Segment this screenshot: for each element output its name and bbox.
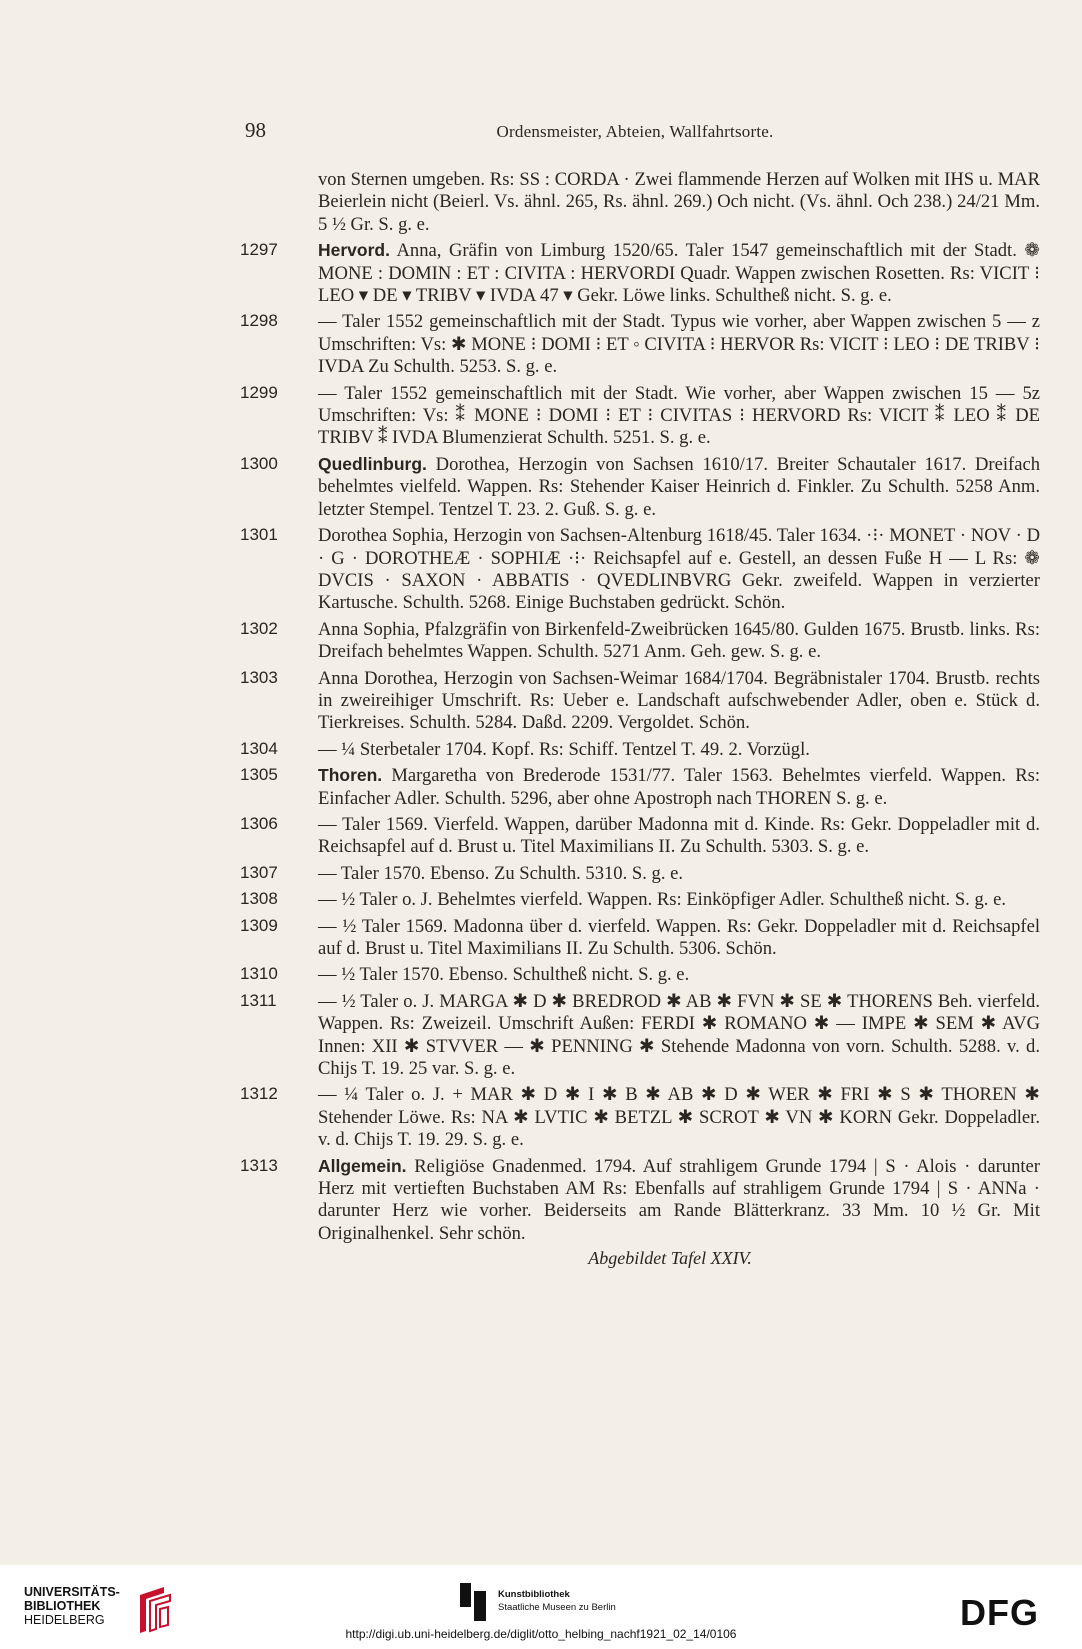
entry-number: 1311 [240,990,277,1010]
entry-body: — ½ Taler 1569. Madonna über d. vierfeld. Wappen. Rs: Gekr. Doppeladler mit d. Reichsapfel auf d. Brust u. Titel Maximilians II. Zu Schulth. 5306. Schön. [318,915,1040,959]
entry-body: Margaretha von Brederode 1531/77. Taler 1563. Behelmtes vierfeld. Wappen. Rs: Einfacher Adler. Schulth. 5296, aber ohne Apostroph nach THOREN S. g. e. [318,765,1040,809]
catalog-entry [240,1083,1040,1151]
kunstbibliothek-name [498,1588,616,1614]
catalog-entries [240,168,1040,1269]
uni-line-2: BIBLIOTHEK [24,1599,101,1613]
entry-body: Religiöse Gnadenmed. 1794. Auf strahligem Grunde 1794 | S · Alois · darunter Herz mit vertieften Buchstaben AM Rs: Ebenfalls auf strahligem Grunde 1794 | S · ANNa · darunter Herz wie vorher. Beiderseits am Rande Blätterkranz. 33 Mm. 10 ½ Gr. Mit Originalhenkel. Sehr schön. [318,1155,1041,1244]
catalog-entry [240,524,1040,615]
catalog-entry [240,168,1040,236]
entry-number: 1308 [240,889,278,909]
kb-line-1: Kunstbibliothek [498,1589,570,1600]
entry-number: 1302 [240,618,278,638]
entry-text [318,915,1040,961]
entry-text [318,963,1040,986]
entry-body: Dorothea Sophia, Herzogin von Sachsen-Altenburg 1618/45. Taler 1634. ·⁝· MONET · NOV · D · G · DOROTHEÆ · SOPHIÆ ·⁝· Reichsapfel auf e. Gestell, an dessen Fuße H — L Rs: ❁ DVCIS · SAXON · ABBATIS · QVEDLINBVRG Gekr. zweifeld. Wappen in verzierter Kartusche. Schulth. 5268. Einige Buchstaben gedrückt. Schön. [318,525,1040,614]
entry-text [318,618,1040,664]
catalog-entry [240,382,1040,450]
catalog-entry [240,862,1040,885]
catalog-entry [240,239,1040,307]
entry-text [318,813,1040,859]
catalog-entry [240,310,1040,378]
entry-body: Anna Dorothea, Herzogin von Sachsen-Weimar 1684/1704. Begräbnistaler 1704. Brustb. rechts in zweireihiger Umschrift. Rs: Ueber e. Landschaft aufschwebender Adler, oben e. Stück d. Tierkreises. Schulth. 5284. Daßd. 2209. Vergoldet. Schön. [318,667,1040,734]
university-library-name [24,1585,120,1627]
entry-heading: Hervord. [318,240,390,261]
entry-heading: Thoren. [318,765,383,786]
entry-text [318,764,1040,810]
entry-text [318,524,1040,615]
catalog-entry [240,738,1040,761]
kb-line-2: Staatliche Museen zu Berlin [498,1602,616,1613]
entry-text [318,738,1040,761]
catalog-entry [240,915,1040,961]
entry-number: 1299 [240,382,278,402]
entry-number: 1304 [240,738,278,758]
entry-body: — Taler 1552 gemeinschaftlich mit der Stadt. Typus wie vorher, aber Wappen zwischen 5 — z Umschriften: Vs: ✱ MONE ⁝ DOMI ⁝ ET ◦ CIVITA ⁝ HERVOR Rs: VICIT ⁝ LEO ⁝ DE TRIBV ⁝ IVDA Zu Schulth. 5253. S. g. e. [318,311,1040,378]
entry-body: von Sternen umgeben. Rs: SS : CORDA · Zwei flammende Herzen auf Wolken mit IHS u. MAR Beierlein nicht (Beierl. Vs. ähnl. 265, Rs. ähnl. 269.) Och nicht. (Vs. ähnl. Och 238.) 24/21 Mm. 5 ½ Gr. S. g. e. [318,169,1040,235]
entry-text [318,453,1040,521]
entry-body: — ½ Taler 1570. Ebenso. Schultheß nicht. S. g. e. [318,964,690,986]
entry-number: 1305 [240,765,278,785]
entry-text [318,888,1040,911]
entry-body: Anna Sophia, Pfalzgräfin von Birkenfeld-Zweibrücken 1645/80. Gulden 1675. Brustb. links. Rs: Dreifach behelmtes Wappen. Schulth. 5271 Anm. Geh. gew. S. g. e. [318,618,1040,663]
dfg-logo-text: DFG [960,1593,1039,1631]
entry-body: — Taler 1552 gemeinschaftlich mit der Stadt. Wie vorher, aber Wappen zwischen 15 — 5z Umschriften: Vs: ⁑ MONE ⁝ DOMI ⁝ ET ⁝ CIVITAS ⁝ HERVORD Rs: VICIT ⁑ LEO ⁑ DE TRIBV ⁑ IVDA Blumenzierat Schulth. 5251. S. g. e. [318,382,1040,449]
catalog-entry [240,618,1040,664]
entry-number: 1303 [240,667,278,687]
entry-heading: Allgemein. [318,1155,407,1176]
source-url-link[interactable]: http://digi.ub.uni-heidelberg.de/diglit/otto_helbing_nachf1921_02_14/0106 [345,1627,737,1641]
entry-text [318,168,1040,236]
catalog-entry [240,453,1040,521]
entry-number: 1307 [240,862,278,882]
entry-number: 1309 [240,915,278,935]
entry-number: 1300 [240,453,278,473]
kunstbibliothek-logo[interactable] [460,1583,720,1623]
entry-number: 1306 [240,813,278,833]
page-number: 98 [245,118,266,142]
entry-text [318,862,1040,885]
entry-body: — ½ Taler o. J. Behelmtes vierfeld. Wappen. Rs: Einköpfiger Adler. Schultheß nicht. S. g. e. [318,889,1006,911]
entry-number: 1301 [240,525,278,545]
footer-bar [0,1565,1082,1649]
catalog-entry [240,764,1040,810]
entry-body: Anna, Gräfin von Limburg 1520/65. Taler 1547 gemeinschaftlich mit der Stadt. ❁ MONE : DOMIN : ET : CIVITA : HERVORDI Quadr. Wappen zwischen Rosetten. Rs: VICIT ⁝ LEO ▾ DE ▾ TRIBV ▾ IVDA 47 ▾ Gekr. Löwe links. Schultheß nicht. S. g. e. [318,240,1040,307]
entry-text [318,382,1040,450]
entry-number: 1310 [240,964,278,984]
entry-body: Dorothea, Herzogin von Sachsen 1610/17. Breiter Schautaler 1617. Dreifach behelmtes vielfeld. Wappen. Rs: Stehender Kaiser Heinrich d. Finkler. Zu Schulth. 5258 Anm. letzter Stempel. Tentzel T. 23. 2. Guß. S. g. e. [318,453,1040,520]
entry-text [318,1155,1040,1246]
entry-body: — ¼ Taler o. J. + MAR ✱ D ✱ I ✱ B ✱ AB ✱ D ✱ WER ✱ FRI ✱ S ✱ THOREN ✱ Stehender Löwe. Rs: NA ✱ LVTIC ✱ BETZL ✱ SCROT ✱ VN ✱ KORN Gekr. Doppeladler. v. d. Chijs T. 19. 29. S. g. e. [318,1084,1040,1151]
plate-caption: Abgebildet Tafel XXIV. [588,1248,752,1269]
dfg-logo[interactable] [960,1593,1060,1631]
entry-text [318,1083,1040,1151]
running-title: Ordensmeister, Abteien, Wallfahrtsorte. [496,122,774,141]
entry-text [318,239,1040,307]
catalog-entry [240,1155,1040,1246]
catalog-entry [240,963,1040,986]
entry-body: — ½ Taler o. J. MARGA ✱ D ✱ BREDROD ✱ AB ✱ FVN ✱ SE ✱ THORENS Beh. vierfeld. Wappen. Rs: Zweizeil. Umschrift Außen: FERDI ✱ ROMANO ✱ — IMPE ✱ SEM ✱ AVG Innen: XII ✱ STVVER — ✱ PENNING ✱ Stehende Madonna von vorn. Schulth. 5288. v. d. Chijs T. 19. 25 var. S. g. e. [318,990,1040,1080]
entry-number: 1313 [240,1155,278,1175]
catalog-entry [240,888,1040,911]
entry-text [318,310,1040,378]
catalog-entry [240,813,1040,859]
catalog-entry [240,990,1040,1081]
page-header [245,118,1025,148]
entry-body: — Taler 1570. Ebenso. Zu Schulth. 5310. S. g. e. [318,862,684,884]
entry-number: 1298 [240,311,278,331]
uni-line-3: HEIDELBERG [24,1613,105,1627]
entry-body: — ¼ Sterbetaler 1704. Kopf. Rs: Schiff. Tentzel T. 49. 2. Vorzügl. [318,738,810,760]
entry-number: 1297 [240,240,278,260]
entry-body: — Taler 1569. Vierfeld. Wappen, darüber Madonna mit d. Kinde. Rs: Gekr. Doppeladler mit d. Reichsapfel auf d. Brust u. Titel Maximilians II. Zu Schulth. 5303. S. g. e. [318,813,1040,858]
entry-heading: Quedlinburg. [318,453,427,474]
kunstbibliothek-mark-icon [460,1583,486,1621]
entry-number: 1312 [240,1084,278,1104]
entry-text [318,990,1040,1081]
catalog-entry [240,667,1040,735]
uni-line-1: UNIVERSITÄTS- [24,1585,120,1599]
entry-text [318,667,1040,735]
